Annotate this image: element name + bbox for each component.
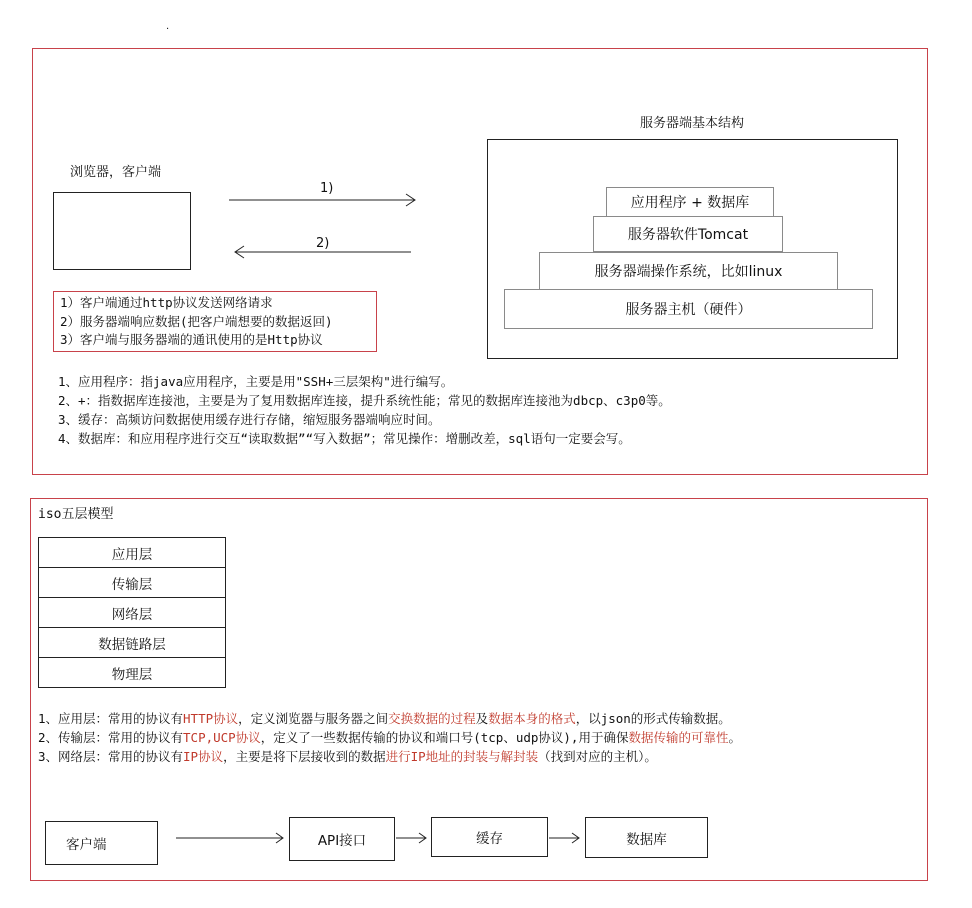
flow-database: 数据库 bbox=[585, 817, 708, 858]
flow-client: 客户端 bbox=[45, 821, 158, 865]
note-2: 2）服务器端响应数据(把客户端想要的数据返回) bbox=[60, 313, 333, 329]
flow-cache: 缓存 bbox=[431, 817, 548, 857]
explanation-1: 1、应用程序：指java应用程序，主要是用"SSH+三层架构"进行编写。 bbox=[58, 374, 454, 389]
flow-api: API接口 bbox=[289, 817, 395, 861]
explanations bbox=[58, 372, 671, 448]
note-1: 1）客户端通过http协议发送网络请求 bbox=[60, 295, 273, 310]
layer-application: 应用层 bbox=[38, 537, 226, 567]
server-title: 服务器端基本结构 bbox=[640, 116, 745, 131]
stray-dot: · bbox=[166, 24, 170, 35]
notes-box bbox=[53, 291, 377, 352]
flow-arrows bbox=[0, 820, 972, 860]
layer-explanation-1: 1、应用层：常用的协议有HTTP协议，定义浏览器与服务器之间交换数据的过程及数据本身的格式，以json的形式传输数据。 bbox=[38, 711, 731, 726]
client-title: 浏览器，客户端 bbox=[70, 165, 162, 180]
tier-application: 应用程序 + 数据库 bbox=[606, 187, 774, 217]
explanation-4: 4、数据库：和应用程序进行交互“读取数据”“写入数据”；常见操作：增删改差，sql语句一定要会写。 bbox=[58, 431, 631, 446]
osi-title: iso五层模型 bbox=[38, 507, 114, 522]
client-box bbox=[53, 192, 191, 270]
layer-transport: 传输层 bbox=[38, 567, 226, 597]
layer-explanations bbox=[38, 709, 741, 766]
arrow1-label: 1) bbox=[320, 181, 334, 196]
layer-network: 网络层 bbox=[38, 597, 226, 627]
layer-physical: 物理层 bbox=[38, 657, 226, 687]
layer-explanation-2: 2、传输层：常用的协议有TCP,UCP协议，定义了一些数据传输的协议和端口号(tcp、udp协议),用于确保数据传输的可靠性。 bbox=[38, 730, 741, 745]
layer-datalink: 数据链路层 bbox=[38, 627, 226, 657]
layer-explanation-3: 3、网络层：常用的协议有IP协议，主要是将下层接收到的数据进行IP地址的封装与解封装（找到对应的主机）。 bbox=[38, 749, 657, 764]
tier-hardware: 服务器主机（硬件） bbox=[504, 289, 873, 329]
tier-os: 服务器端操作系统，比如linux bbox=[539, 252, 838, 290]
note-3: 3）客户端与服务器端的通讯使用的是Http协议 bbox=[60, 332, 323, 347]
tier-tomcat: 服务器软件Tomcat bbox=[593, 216, 783, 252]
explanation-2: 2、+：指数据库连接池，主要是为了复用数据库连接，提升系统性能；常见的数据库连接池为dbcp、c3p0等。 bbox=[58, 393, 671, 408]
explanation-3: 3、缓存：高频访问数据使用缓存进行存储，缩短服务器端响应时间。 bbox=[58, 412, 441, 427]
arrow2-label: 2) bbox=[316, 236, 330, 251]
